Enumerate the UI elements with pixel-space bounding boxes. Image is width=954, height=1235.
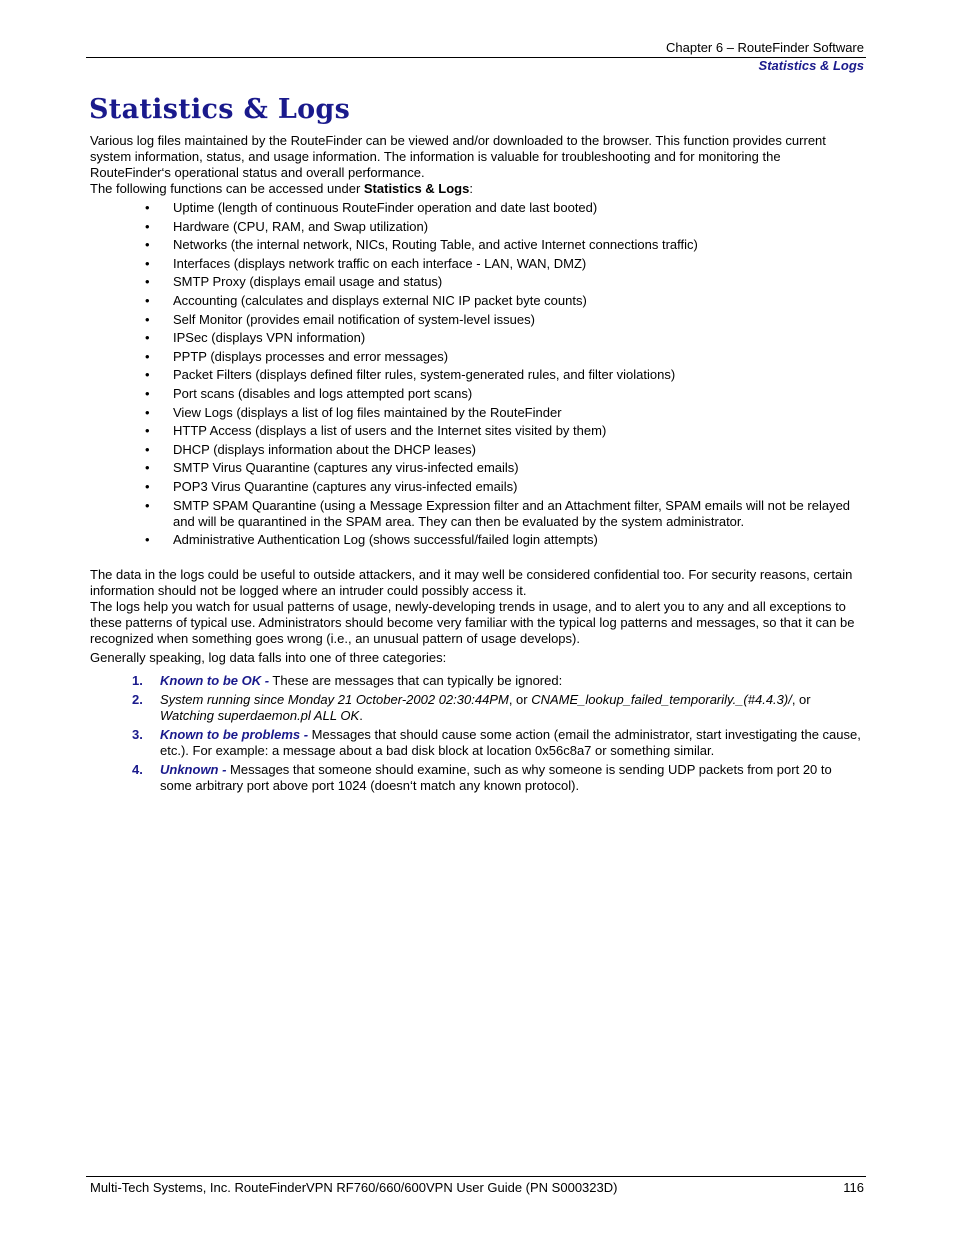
list-item: • Port scans (disables and logs attempted port scans) [90, 386, 865, 402]
header-divider [86, 57, 866, 58]
example-message: Watching superdaemon.pl ALL OK [160, 707, 360, 723]
main-content [90, 133, 865, 797]
category-text: Messages that should cause some action (email the administrator, start investigating the cause, etc.). For example: a message about a bad disk block at location 0x56c8a7 or something similar. [160, 726, 861, 758]
category-name: Known to be OK - [160, 672, 270, 688]
security-paragraph: The data in the logs could be useful to outside attackers, and it may well be considered confidential too. For security reasons, certain information should not be logged where an intruder could possibly access it. [90, 566, 853, 598]
functions-prefix: The following functions can be accessed under [90, 181, 364, 196]
footer-divider [86, 1176, 866, 1177]
category-number: 3. [132, 726, 143, 742]
example-message: System running since Monday 21 October-2002 02:30:44PM [160, 691, 509, 707]
page-footer [90, 1180, 864, 1196]
category-name: Unknown - [160, 761, 227, 777]
function-list [90, 200, 865, 548]
category-list [90, 673, 865, 794]
functions-bold: Statistics & Logs [363, 181, 470, 196]
list-item: • Uptime (length of continuous RouteFinder operation and date last booted) [90, 200, 865, 216]
list-item: • HTTP Access (displays a list of users and the Internet sites visited by them) [90, 423, 865, 439]
list-item: • IPSec (displays VPN information) [90, 330, 865, 346]
list-item: • Hardware (CPU, RAM, and Swap utilization) [90, 219, 865, 235]
category-text: Messages that someone should examine, such as why someone is sending UDP packets from port 20 to some arbitrary port above port 1024 (doesn‘t match any known protocol). [160, 761, 832, 793]
categories-intro: Generally speaking, log data falls into one of three categories: [90, 649, 447, 665]
header-chapter: Chapter 6 – RouteFinder Software [666, 40, 864, 55]
list-item: • Self Monitor (provides email notification of system-level issues) [90, 312, 865, 328]
list-item: • View Logs (displays a list of log files maintained by the RouteFinder [90, 405, 865, 421]
category-item: 2. System running since Monday 21 October-2002 02:30:44PM, or CNAME_lookup_failed_temporarily._(#4.4.3)/, or Watching superdaemon.pl ALL OK. [132, 691, 811, 723]
list-item: • POP3 Virus Quarantine (captures any virus-infected emails) [90, 479, 865, 495]
list-item: • DHCP (displays information about the DHCP leases) [90, 442, 865, 458]
list-item: • PPTP (displays processes and error messages) [90, 349, 865, 365]
category-number: 4. [132, 761, 143, 777]
functions-suffix: : [469, 181, 473, 196]
category-name: Known to be problems - [160, 726, 309, 742]
category-item [90, 727, 865, 759]
header-section: Statistics & Logs [758, 58, 864, 73]
list-item: • Administrative Authentication Log (shows successful/failed login attempts) [90, 532, 865, 548]
example-message: CNAME_lookup_failed_temporarily._(#4.4.3)/ [531, 691, 792, 707]
list-item: • SMTP SPAM Quarantine (using a Message Expression filter and an Attachment filter, SPAM emails will not be relayed and will be quarantined in the SPAM area. They can then be evaluated by the system administrator. [90, 498, 865, 530]
list-item: • Interfaces (displays network traffic on each interface - LAN, WAN, DMZ) [90, 256, 865, 272]
list-item: • Accounting (calculates and displays external NIC IP packet byte counts) [90, 293, 865, 309]
category-number: 2. [132, 691, 143, 707]
category-text: These are messages that can typically be ignored: [269, 672, 563, 688]
page-title: Statistics & Logs [89, 94, 351, 125]
page-number: 116 [843, 1180, 864, 1195]
patterns-paragraph: The logs help you watch for usual patterns of usage, newly-developing trends in usage, and to alert you to any and all exceptions to these patterns of typical use. Administrators should become very familiar with the typical log patterns and messages, so that it can be recognized when something goes wrong (i.e., an unusual pattern of usage develops). [90, 598, 855, 646]
list-item: • Networks (the internal network, NICs, Routing Table, and active Internet connections traffic) [90, 237, 865, 253]
list-item: • Packet Filters (displays defined filter rules, system-generated rules, and filter violations) [90, 367, 865, 383]
category-number: 1. [132, 672, 143, 688]
intro-paragraph: Various log files maintained by the RouteFinder can be viewed and/or downloaded to the browser. This function provides current system information, status, and usage information. The information is valuable for troubleshooting and for monitoring the RouteFinder‘s operational status and overall performance. [90, 133, 826, 180]
category-item [90, 673, 865, 689]
list-item: • SMTP Proxy (displays email usage and status) [90, 274, 865, 290]
category-item [90, 762, 865, 794]
list-item: • SMTP Virus Quarantine (captures any virus-infected emails) [90, 460, 865, 476]
footer-text: Multi-Tech Systems, Inc. RouteFinderVPN RF760/660/600VPN User Guide (PN S000323D) [90, 1180, 618, 1195]
functions-intro [90, 181, 865, 197]
